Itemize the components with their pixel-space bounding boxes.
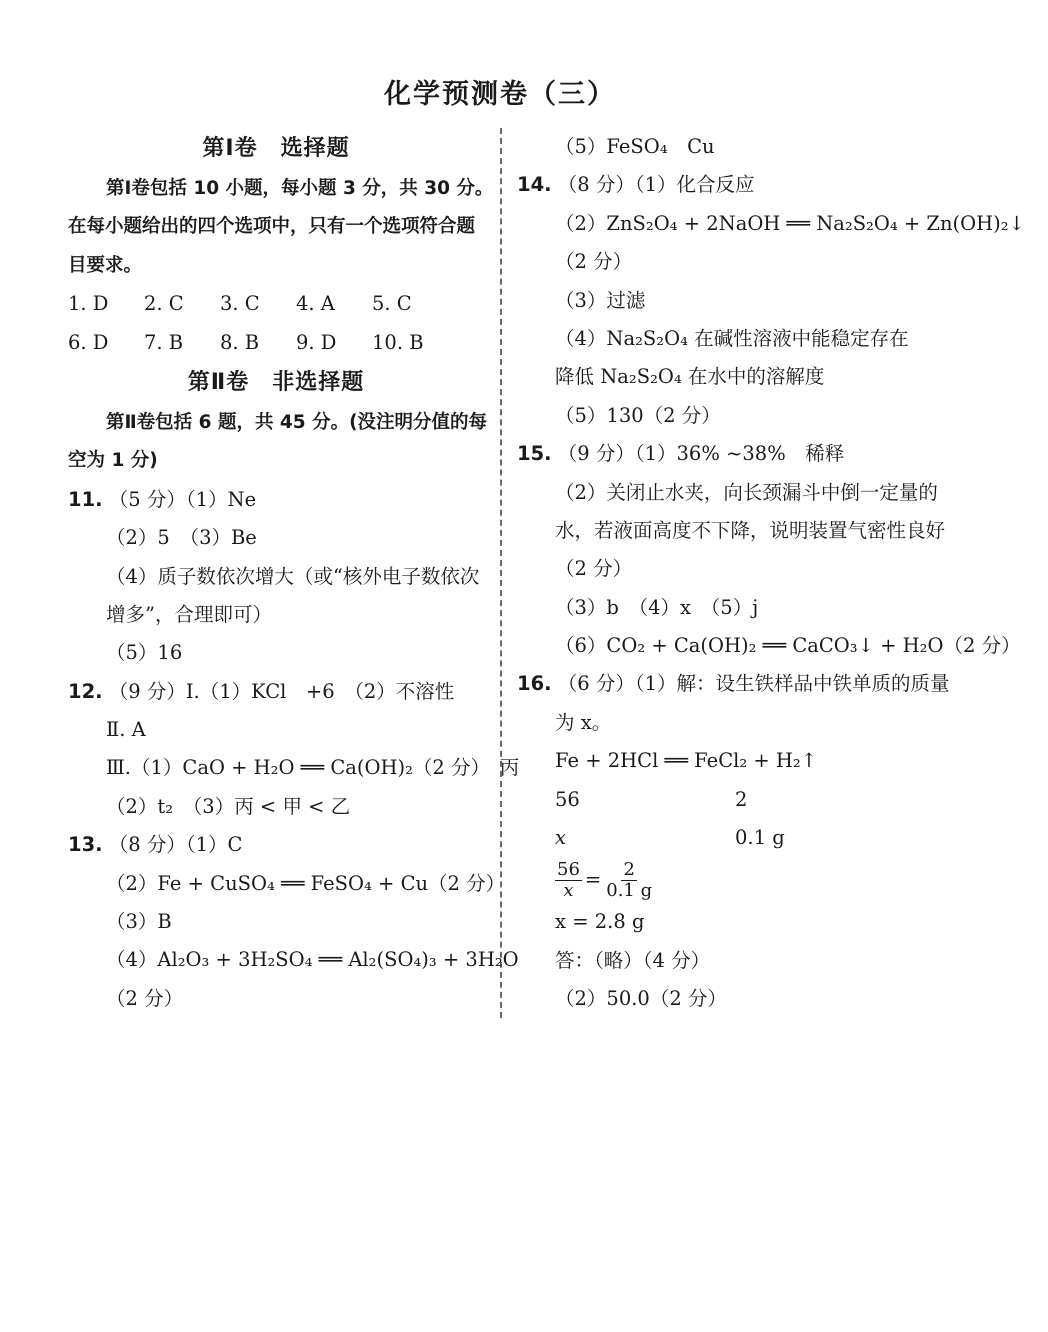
mc-answer: 10. B [372, 330, 424, 354]
q13-line [68, 826, 484, 864]
q12-line [68, 673, 484, 711]
q12-line: （2）t₂ （3）丙 < 甲 < 乙 [106, 794, 351, 818]
mc-answer: 8. B [220, 330, 260, 354]
mc-answer: 7. B [144, 330, 184, 354]
page-title: 化学预测卷（三） [384, 79, 616, 110]
q16-answer: 答：（略）（4 分） [555, 948, 711, 972]
mc-answers-row [68, 324, 484, 362]
q11-line: （5）16 [106, 641, 183, 665]
fraction-denominator: x [563, 879, 574, 901]
right-column [517, 128, 1025, 1019]
q11-text: （5 分）（1）Ne [108, 487, 257, 511]
part2-heading: 第Ⅱ卷 非选择题 [187, 369, 365, 395]
q15-line: （3）b （4）x （5）j [555, 595, 759, 619]
q13-text: （8 分）（1）C [108, 833, 243, 857]
q13-line: （2 分） [106, 986, 184, 1010]
q15-text: （9 分）（1）36% ~38% 稀释 [557, 442, 845, 466]
part1-heading: 第Ⅰ卷 选择题 [202, 136, 350, 161]
part1-intro-line: 在每小题给出的四个选项中，只有一个选项符合题 [68, 216, 476, 238]
mc-answer: 5. C [372, 292, 412, 316]
question-number: 14. [517, 173, 552, 197]
q16-part2: （2）50.0（2 分） [555, 987, 727, 1011]
q13-line: （2）Fe + CuSO₄ ══ FeSO₄ + Cu（2 分） [106, 871, 506, 895]
q14-line: （3）过滤 [555, 288, 646, 312]
q11-line: （4）质子数依次增大（或“核外电子数依次 [106, 564, 480, 588]
q12-line: Ⅲ.（1）CaO + H₂O ══ Ca(OH)₂（2 分） 丙 [106, 756, 520, 780]
equals-sign: = [584, 868, 602, 892]
fraction-numerator: 56 [557, 858, 580, 880]
q13-line: （4）Al₂O₃ + 3H₂SO₄ ══ Al₂(SO₄)₃ + 3H₂O [106, 948, 519, 972]
mc-answer: 4. A [296, 292, 335, 316]
part1-intro-line: 第Ⅰ卷包括 10 小题，每小题 3 分，共 30 分。 [106, 178, 494, 199]
q13-line: （3）B [106, 910, 172, 934]
part1-intro-line: 目要求。 [68, 254, 143, 276]
q15-line: （2 分） [555, 557, 633, 581]
part2-intro-line: 空为 1 分) [68, 450, 158, 472]
q16-proportion [517, 857, 937, 903]
calc-value: x [555, 826, 566, 850]
q16-calc-row [517, 819, 937, 857]
left-column [68, 128, 520, 1018]
q16-line: 为 x。 [555, 710, 612, 734]
question-number: 13. [68, 833, 103, 857]
q12-text: （9 分）Ⅰ.（1）KCl +6 （2）不溶性 [108, 679, 455, 703]
mc-answers-row [68, 285, 484, 323]
q13-line: （5）FeSO₄ Cu [555, 135, 715, 158]
q16-result: x = 2.8 g [555, 910, 645, 934]
q14-line: （5）130（2 分） [555, 403, 721, 427]
mc-answer: 2. C [144, 292, 184, 316]
question-number: 15. [517, 442, 552, 466]
q14-text: （8 分）（1）化合反应 [557, 173, 755, 197]
q16-text: （6 分）（1）解：设生铁样品中铁单质的质量 [557, 672, 950, 696]
q14-line [517, 166, 937, 204]
mc-answer: 6. D [68, 330, 109, 354]
q15-line: （6）CO₂ + Ca(OH)₂ ══ CaCO₃↓ + H₂O（2 分） [555, 634, 1021, 658]
mc-answer: 1. D [68, 292, 109, 316]
fraction-denominator: 0.1 g [606, 879, 653, 901]
question-number: 16. [517, 672, 552, 696]
mc-answer: 9. D [296, 330, 337, 354]
q16-calc-row [517, 781, 937, 819]
calc-value: 0.1 g [735, 826, 785, 850]
q14-line: 降低 Na₂S₂O₄ 在水中的溶解度 [555, 365, 825, 389]
q16-equation: Fe + 2HCl ══ FeCl₂ + H₂↑ [555, 749, 818, 773]
calc-value: 2 [735, 787, 748, 811]
q14-line: （2）ZnS₂O₄ + 2NaOH ══ Na₂S₂O₄ + Zn(OH)₂↓ [555, 211, 1025, 235]
q11-line [68, 481, 484, 519]
q15-line [517, 435, 937, 473]
q16-line [517, 665, 950, 703]
q15-line: （2）关闭止水夹，向长颈漏斗中倒一定量的 [555, 480, 938, 504]
q11-line: 增多”，合理即可） [106, 602, 272, 626]
question-number: 12. [68, 679, 103, 703]
fraction [604, 860, 654, 901]
question-number: 11. [68, 487, 103, 511]
fraction [555, 860, 582, 901]
q14-line: （2 分） [555, 250, 633, 274]
q11-line: （2）5 （3）Be [106, 526, 257, 550]
calc-value: 56 [555, 787, 580, 811]
fraction-numerator: 2 [623, 858, 635, 880]
mc-answer: 3. C [220, 292, 260, 316]
part2-intro-line: 第Ⅱ卷包括 6 题，共 45 分。(没注明分值的每 [106, 411, 488, 433]
q14-line: （4）Na₂S₂O₄ 在碱性溶液中能稳定存在 [555, 326, 909, 350]
q12-line: Ⅱ. A [106, 718, 146, 742]
q15-line: 水，若液面高度不下降，说明装置气密性良好 [555, 518, 946, 542]
